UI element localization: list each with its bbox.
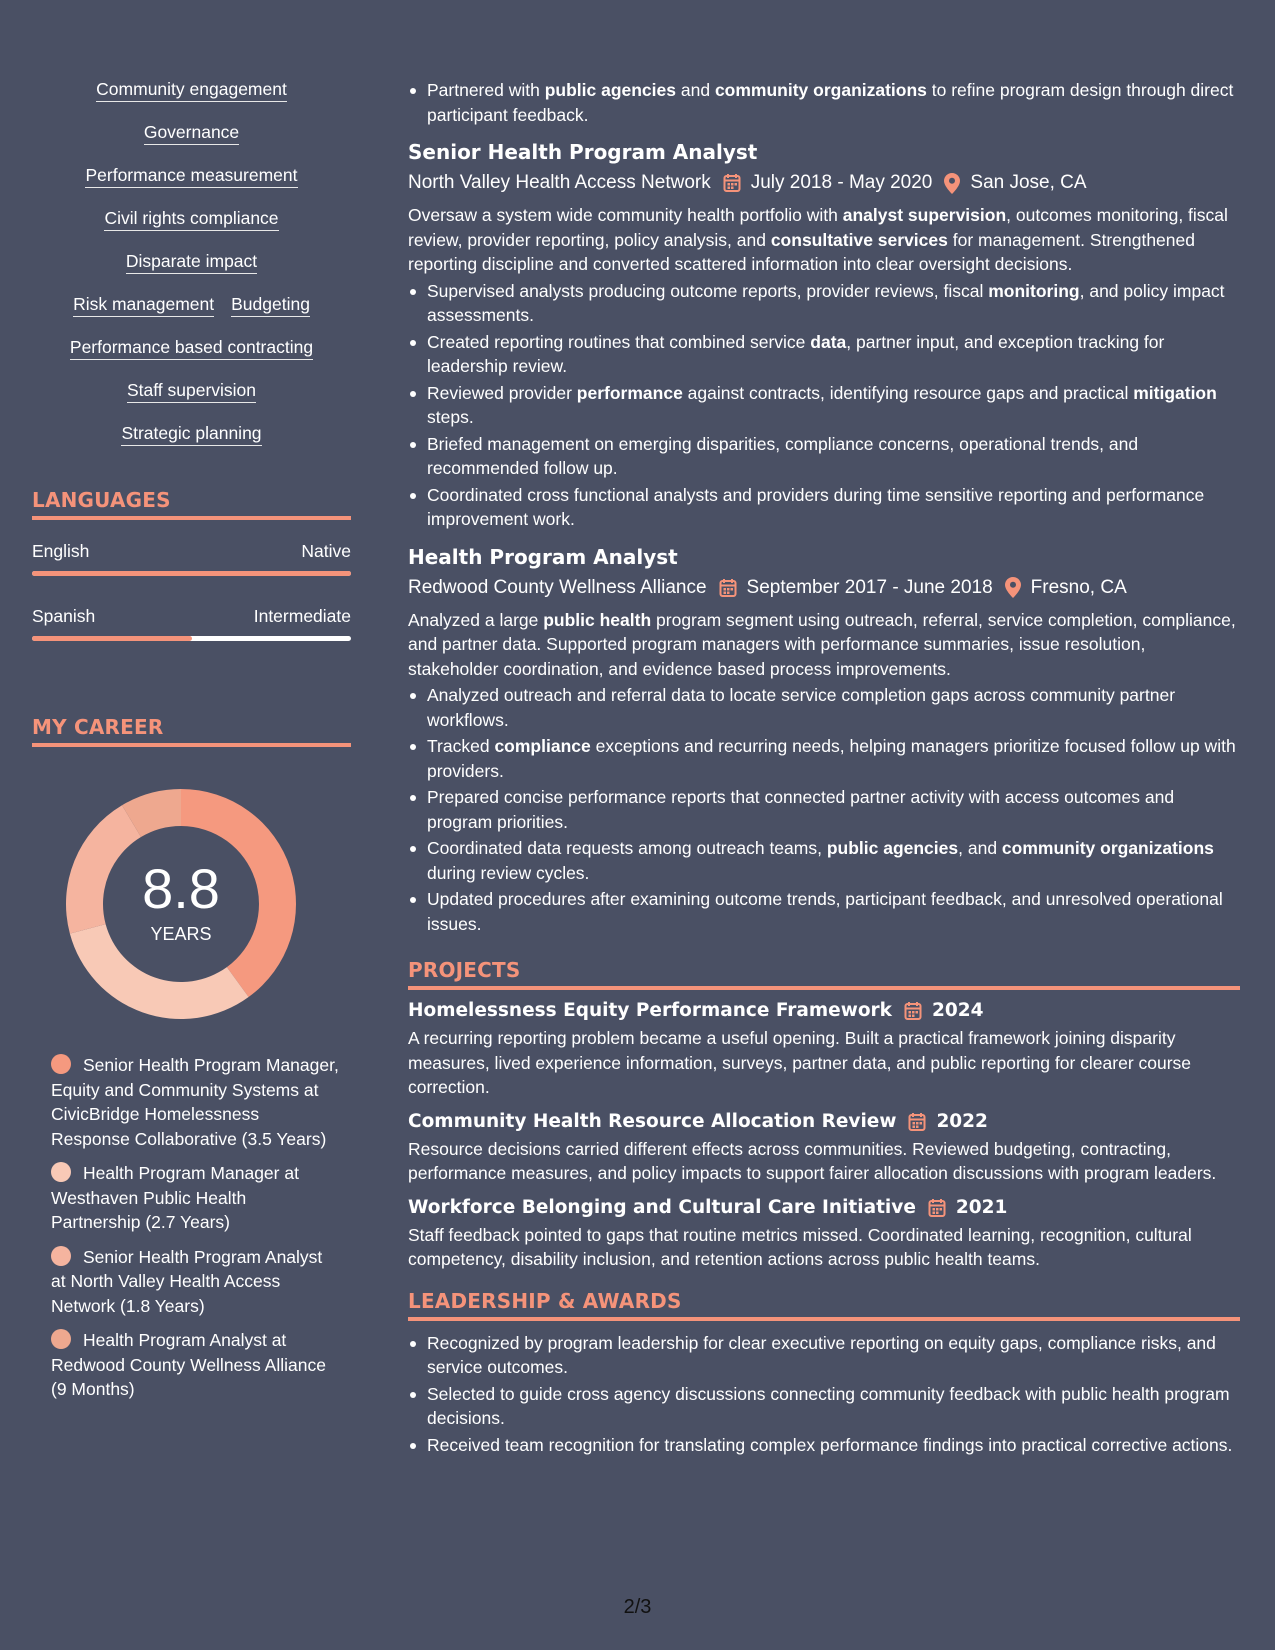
calendar-icon <box>719 578 737 598</box>
language-row <box>32 605 351 627</box>
skill-tag: Strategic planning <box>121 422 261 446</box>
sidebar <box>32 78 351 1412</box>
donut-center <box>66 789 296 1019</box>
job-entry <box>408 139 1240 532</box>
projects-section <box>408 958 1240 1272</box>
job-bullets <box>408 279 1240 532</box>
project-year: 2021 <box>955 1196 1008 1218</box>
skill-tag: Budgeting <box>231 293 310 317</box>
skill-row <box>32 78 351 102</box>
job-title: Senior Health Program Analyst <box>408 140 758 164</box>
job-bullets <box>408 683 1240 936</box>
skill-row <box>32 422 351 446</box>
calendar-icon <box>904 1001 922 1021</box>
job-title: Health Program Analyst <box>408 544 678 569</box>
job-company: North Valley Health Access Network <box>408 172 711 193</box>
calendar-icon <box>908 1112 926 1132</box>
project-description: Staff feedback pointed to gaps that routine metrics missed. Coordinated learning, recognition, cultural competency, disability inclusion, and retention actions across public health teams. <box>408 1224 1192 1269</box>
skill-tag: Risk management <box>73 293 214 317</box>
job-location: San Jose, CA <box>970 172 1087 193</box>
languages-list <box>32 540 351 641</box>
language-item <box>32 605 351 641</box>
job-dates: July 2018 - May 2020 <box>750 172 933 193</box>
career-donut-chart <box>66 789 296 1019</box>
job-summary: Analyzed a large public health program segment using outreach, referral, service completion, compliance, and partner data. Supported program managers with performance summaries, issue resolution, stakeholder coordination, and evidence based process improvements. <box>408 609 1236 679</box>
career-legend <box>32 1053 351 1402</box>
award-item: Received team recognition for translating complex performance findings into practical corrective actions. <box>408 1433 1240 1458</box>
career-legend-item <box>51 1328 339 1402</box>
project-header <box>408 1196 1240 1220</box>
legend-dot-icon <box>51 1246 71 1266</box>
language-name: Spanish <box>32 606 96 626</box>
project-description: A recurring reporting problem became a useful opening. Built a practical framework joining disparity measures, lived experience information, surveys, partner data, and public reporting for clearer course correction. <box>408 1028 1192 1097</box>
bullet-item: Coordinated cross functional analysts and providers during time sensitive reporting and performance improvement work. <box>408 483 1240 532</box>
skill-tag: Disparate impact <box>126 250 257 274</box>
career-legend-item <box>51 1161 339 1235</box>
project-header <box>408 999 1240 1023</box>
previous-job-bullets <box>408 78 1240 127</box>
project-entry <box>408 999 1240 1100</box>
bullet-item: Created reporting routines that combined service data, partner input, and exception tracking for leadership review. <box>408 330 1240 379</box>
project-year: 2024 <box>931 1000 984 1021</box>
skill-row <box>32 293 351 317</box>
award-item: Recognized by program leadership for clear executive reporting on equity gaps, compliance risks, and service outcomes. <box>408 1331 1240 1380</box>
career-title: MY CAREER <box>32 715 351 747</box>
job-summary: Oversaw a system wide community health portfolio with analyst supervision, outcomes monitoring, fiscal review, provider reporting, policy analysis, and consultative services for management. Strengthened reporting discipline and converted scattered information into clear oversight decisions. <box>408 205 1228 274</box>
language-level: Intermediate <box>253 606 351 626</box>
career-legend-label: Health Program Analyst at Redwood County Wellness Alliance (9 Months) <box>51 1330 326 1399</box>
language-proficiency-bar <box>32 636 351 641</box>
skill-tag: Civil rights compliance <box>104 207 278 231</box>
career-total-years: 8.8 <box>142 857 220 920</box>
award-item: Selected to guide cross agency discussions connecting community feedback with public health program decisions. <box>408 1382 1240 1431</box>
language-name: English <box>32 541 90 561</box>
career-total-unit: YEARS <box>150 924 212 944</box>
job-entry <box>408 544 1240 937</box>
project-entry <box>408 1110 1240 1186</box>
projects-title: PROJECTS <box>408 958 1240 990</box>
skill-row <box>32 207 351 231</box>
awards-list <box>408 1331 1240 1458</box>
job-location: Fresno, CA <box>1030 576 1127 598</box>
skill-row <box>32 336 351 360</box>
project-name: Workforce Belonging and Cultural Care Initiative <box>408 1196 916 1218</box>
language-row <box>32 540 351 562</box>
legend-dot-icon <box>51 1329 71 1349</box>
awards-title: LEADERSHIP & AWARDS <box>408 1289 1240 1321</box>
calendar-icon <box>928 1198 946 1218</box>
project-year: 2022 <box>936 1110 988 1132</box>
career-legend-item <box>51 1245 339 1319</box>
career-legend-label: Senior Health Program Manager, Equity and Community Systems at CivicBridge Homelessness Response Collaborative (3.5 Years) <box>51 1055 339 1149</box>
skill-tag: Community engagement <box>96 78 287 102</box>
language-proficiency-bar <box>32 571 351 576</box>
language-level: Native <box>301 541 351 561</box>
project-entry <box>408 1196 1240 1272</box>
skill-tag: Staff supervision <box>127 379 256 403</box>
skill-tag: Performance based contracting <box>70 336 313 360</box>
skill-row <box>32 379 351 403</box>
awards-section <box>408 1289 1240 1458</box>
career-legend-item <box>51 1053 339 1151</box>
languages-title: LANGUAGES <box>32 488 351 520</box>
location-pin-icon <box>944 173 960 194</box>
bullet-item: Reviewed provider performance against contracts, identifying resource gaps and practical mitigation steps. <box>408 381 1240 430</box>
calendar-icon <box>723 173 741 193</box>
languages-section <box>32 488 351 641</box>
language-proficiency-fill <box>32 571 351 576</box>
project-name: Homelessness Equity Performance Framework <box>408 1000 892 1021</box>
career-legend-label: Senior Health Program Analyst at North Valley Health Access Network (1.8 Years) <box>51 1246 323 1316</box>
job-dates: September 2017 - June 2018 <box>746 576 993 598</box>
project-name: Community Health Resource Allocation Review <box>408 1110 897 1132</box>
page-number: 2/3 <box>623 1596 652 1618</box>
bullet-item: Briefed management on emerging disparities, compliance concerns, operational trends, and recommended follow up. <box>408 432 1240 481</box>
career-legend-label: Health Program Manager at Westhaven Public Health Partnership (2.7 Years) <box>51 1163 299 1232</box>
legend-dot-icon <box>51 1162 71 1182</box>
skill-tag: Performance measurement <box>85 164 297 188</box>
main-content <box>408 78 1240 1459</box>
bullet-item: Tracked compliance exceptions and recurring needs, helping managers prioritize focused follow up with providers. <box>408 734 1240 783</box>
job-company: Redwood County Wellness Alliance <box>408 576 707 598</box>
language-item <box>32 540 351 576</box>
bullet-item: Analyzed outreach and referral data to locate service completion gaps across community partner workflows. <box>408 683 1240 732</box>
job-meta <box>408 170 1240 196</box>
project-description: Resource decisions carried different effects across communities. Reviewed budgeting, contracting, performance measures, and policy impacts to support fairer allocation discussions with program leaders. <box>408 1138 1217 1183</box>
job-meta <box>408 575 1240 601</box>
bullet-item: Supervised analysts producing outcome reports, provider reviews, fiscal monitoring, and policy impact assessments. <box>408 279 1240 328</box>
skill-tag: Governance <box>144 121 239 145</box>
bullet-item: Updated procedures after examining outcome trends, participant feedback, and unresolved operational issues. <box>408 887 1240 936</box>
bullet-item: Prepared concise performance reports that connected partner activity with access outcomes and program priorities. <box>408 785 1240 834</box>
project-header <box>408 1110 1240 1134</box>
bullet-item: Coordinated data requests among outreach teams, public agencies, and community organizations during review cycles. <box>408 836 1240 885</box>
experience-list <box>408 139 1240 936</box>
legend-dot-icon <box>51 1054 71 1074</box>
skill-row <box>32 121 351 145</box>
skills-list <box>32 78 351 446</box>
skill-row <box>32 250 351 274</box>
career-section <box>32 715 351 1402</box>
projects-list <box>408 999 1240 1272</box>
skill-row <box>32 164 351 188</box>
language-proficiency-fill <box>32 636 192 641</box>
location-pin-icon <box>1005 577 1021 598</box>
bullet-item: Partnered with public agencies and community organizations to refine program design through direct participant feedback. <box>408 78 1240 127</box>
